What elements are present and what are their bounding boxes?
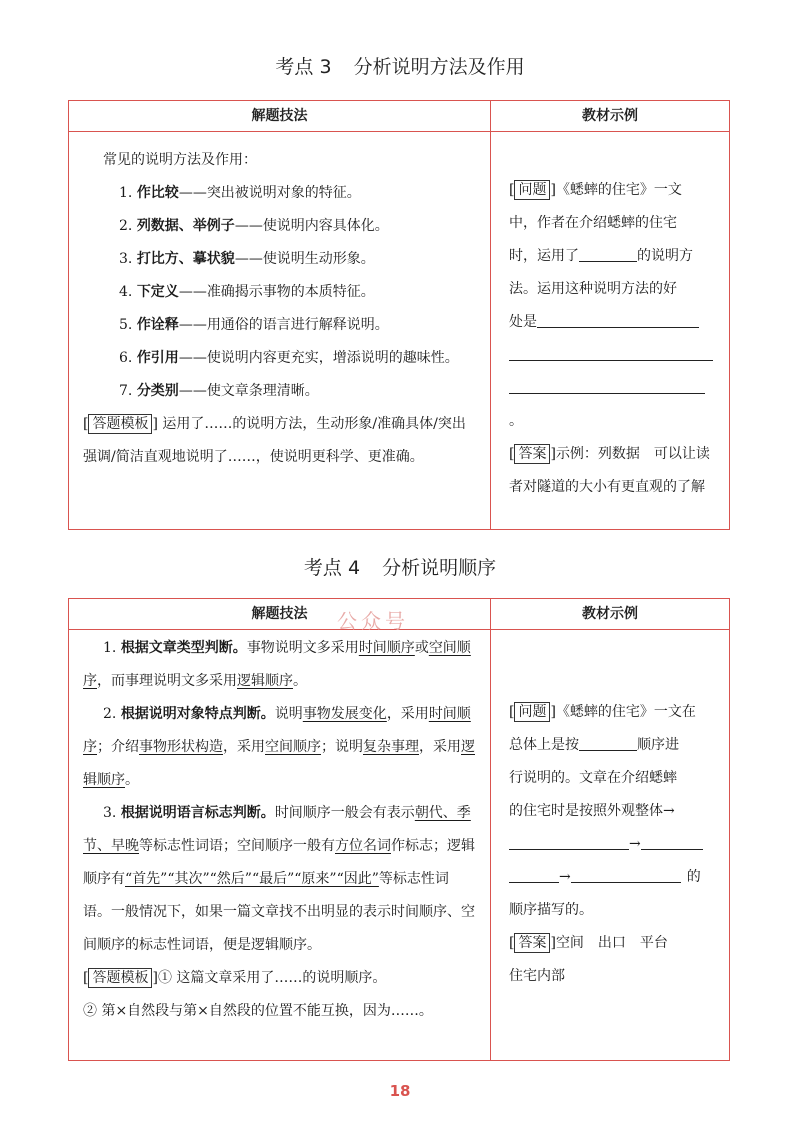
section3-intro: 常见的说明方法及作用： xyxy=(103,152,257,168)
blank xyxy=(509,864,559,883)
method-item: 4. 下定义——准确揭示事物的本质特征。 xyxy=(119,284,375,300)
section3-title xyxy=(0,52,800,79)
method-desc: ——使说明内容具体化。 xyxy=(234,218,389,234)
section3-answer: [ 答案 ]示例：列数据 可以让读者对隧道的大小有更直观的了解 xyxy=(509,446,710,495)
section4-right-column xyxy=(491,599,729,1060)
page-number: 18 xyxy=(389,1082,411,1100)
section4-right-header: 教材示例 xyxy=(491,599,729,630)
section3-tag: 考点 3 xyxy=(275,56,332,78)
section4-point-1: 1. 根据文章类型判断。事物说明文多采用时间顺序或空间顺序，而事理说明文多采用逻辑顺序。 xyxy=(83,640,471,689)
section4-title xyxy=(0,553,800,580)
blank xyxy=(641,831,703,850)
method-desc: ——使文章条理清晰。 xyxy=(178,383,319,399)
section4-answer-label: 答案 xyxy=(514,933,550,953)
section4-left-header: 解题技法 xyxy=(69,599,490,630)
method-item: 1. 作比较——突出被说明对象的特征。 xyxy=(119,185,361,201)
method-item: 2. 列数据、举例子——使说明内容具体化。 xyxy=(119,218,389,234)
section3-question: [ 问题 ]《蟋蟀的住宅》一文 中，作者在介绍蟋蟀的住宅 时，运用了 的说明方 法。运用这种说明方法的好 处是 。 xyxy=(509,174,715,438)
method-name: 打比方、摹状貌 xyxy=(136,251,235,267)
section4-answer: [ 答案 ]空间 出口 平台 xyxy=(509,935,668,951)
method-item: 3. 打比方、摹状貌——使说明生动形象。 xyxy=(119,251,375,267)
method-name: 列数据、举例子 xyxy=(136,218,235,234)
section3-left-header: 解题技法 xyxy=(69,101,490,132)
section4-table xyxy=(68,598,730,1061)
method-name: 下定义 xyxy=(136,284,179,300)
section3-right-header: 教材示例 xyxy=(491,101,729,132)
method-name: 分类别 xyxy=(136,383,179,399)
section3-table xyxy=(68,100,730,530)
arrow-icon: → xyxy=(629,836,641,852)
method-item: 5. 作诠释——用通俗的语言进行解释说明。 xyxy=(119,317,389,333)
section4-left-column xyxy=(69,599,491,1060)
method-desc: ——使说明生动形象。 xyxy=(234,251,375,267)
section3-template-label: 答题模板 xyxy=(88,414,152,434)
arrow-icon: → xyxy=(559,869,571,885)
method-desc: ——用通俗的语言进行解释说明。 xyxy=(178,317,389,333)
section4-answer-line-1: 空间 出口 平台 xyxy=(555,935,668,951)
blank xyxy=(509,342,713,361)
blank xyxy=(579,732,637,751)
section4-template-label: 答题模板 xyxy=(88,968,152,988)
blank xyxy=(571,864,681,883)
section4-point-3: 3. 根据说明语言标志判断。时间顺序一般会有表示朝代、季节、早晚等标志性词语；空间顺序一般有方位名词作标志；逻辑顺序有“首先”“其次”“然后”“最后”“原来”“因此”等标志性词语。一般情况下，如果一篇文章找不出明显的表示时间顺序、空间顺序的标志性词语，便是逻辑顺序。 xyxy=(83,805,475,953)
section3-template-text: 运用了……的说明方法，生动形象/准确具体/突出强调/简洁直观地说明了……，使说明更科学、更准确。 xyxy=(83,416,466,465)
section3-template: [ 答题模板 ] 运用了……的说明方法，生动形象/准确具体/突出强调/简洁直观地说明了……，使说明更科学、更准确。 xyxy=(83,416,466,465)
method-name: 作诠释 xyxy=(136,317,179,333)
section4-tag: 考点 4 xyxy=(303,557,361,579)
section4-template: [ 答题模板 ]① 这篇文章采用了……的说明顺序。 xyxy=(83,970,387,986)
blank xyxy=(537,309,699,328)
section4-question: [ 问题 ]《蟋蟀的住宅》一文在 总体上是按 顺序进 行说明的。文章在介绍蟋蟀 的住宅时是按照外观整体→ → → 的 顺序描写的。 xyxy=(509,704,701,918)
section3-right-column xyxy=(491,101,729,529)
method-name: 作比较 xyxy=(136,185,179,201)
section4-heading: 分析说明顺序 xyxy=(382,557,497,579)
section4-template-line-2: ② 第×自然段与第×自然段的位置不能互换，因为……。 xyxy=(83,1003,433,1019)
method-desc: ——使说明内容更充实，增添说明的趣味性。 xyxy=(178,350,459,366)
watermark: 公众号 xyxy=(337,609,409,633)
section4-answer-line-2: 住宅内部 xyxy=(509,968,565,984)
section3-answer-text: 示例：列数据 可以让读者对隧道的大小有更直观的了解 xyxy=(509,446,710,495)
method-desc: ——准确揭示事物的本质特征。 xyxy=(178,284,375,300)
method-item: 6. 作引用——使说明内容更充实，增添说明的趣味性。 xyxy=(119,350,459,366)
section3-heading: 分析说明方法及作用 xyxy=(353,56,525,78)
section4-question-label: 问题 xyxy=(514,702,550,722)
section4-point-2: 2. 根据说明对象特点判断。说明事物发展变化，采用时间顺序；介绍事物形状构造，采用空间顺序；说明复杂事理，采用逻辑顺序。 xyxy=(83,706,475,788)
method-item: 7. 分类别——使文章条理清晰。 xyxy=(119,383,319,399)
method-name: 作引用 xyxy=(136,350,179,366)
section3-answer-label: 答案 xyxy=(514,444,550,464)
blank xyxy=(579,243,637,262)
section3-question-label: 问题 xyxy=(514,180,550,200)
blank xyxy=(509,831,629,850)
section3-left-column xyxy=(69,101,491,529)
method-desc: ——突出被说明对象的特征。 xyxy=(178,185,361,201)
blank xyxy=(509,375,705,394)
section4-template-line-1: ① 这篇文章采用了……的说明顺序。 xyxy=(157,970,387,986)
